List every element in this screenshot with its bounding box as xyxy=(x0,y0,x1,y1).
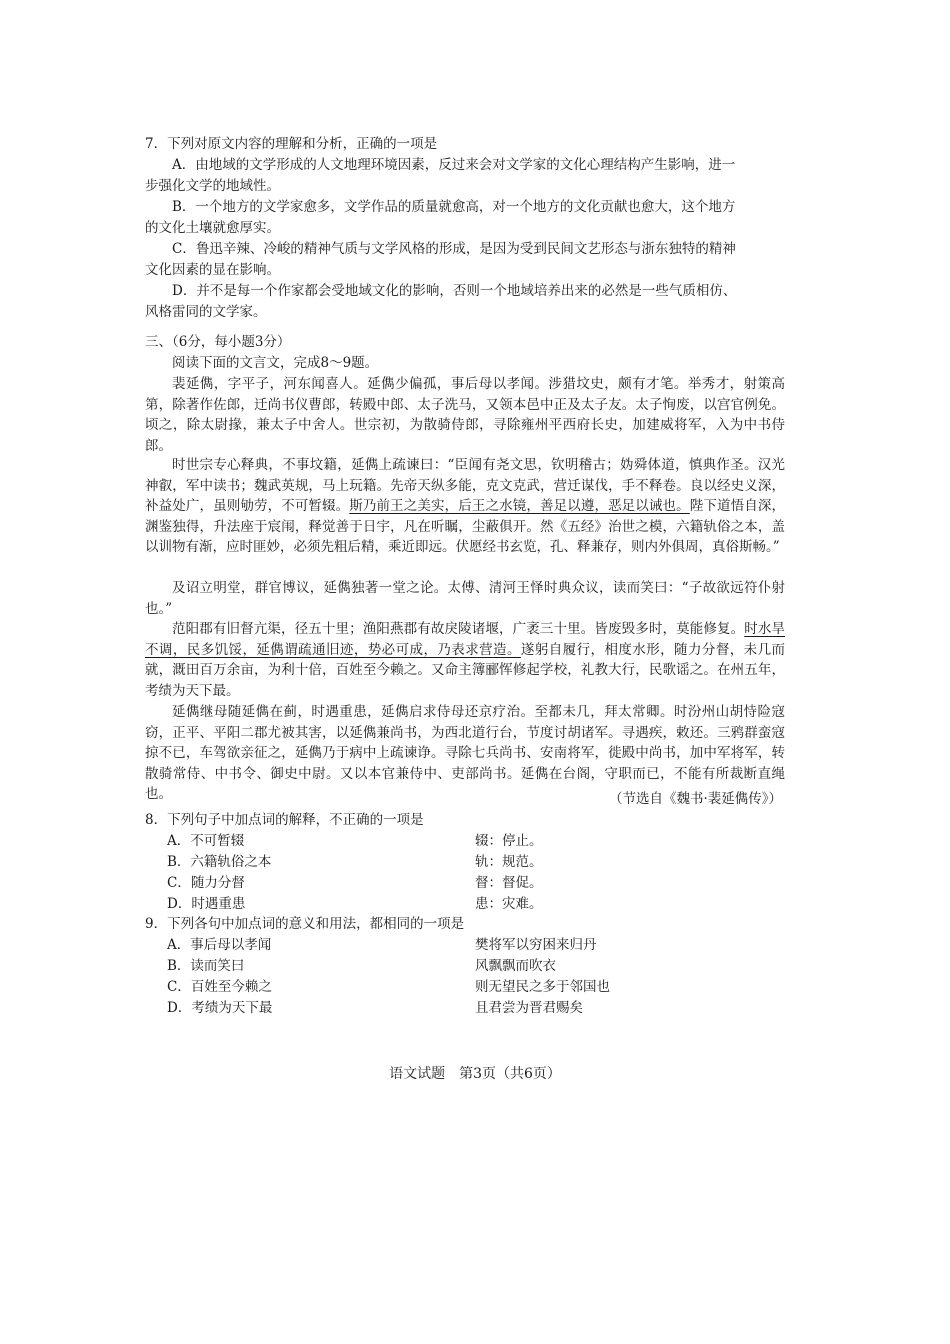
q7-option-b-line1: B．一个地方的文学家愈多，文学作品的质量就愈高，对一个地方的文化贡献也愈大，这个地方 xyxy=(172,199,736,215)
passage-paragraph-1: 裴延儁，字平子，河东闻喜人。延儁少偏孤，事后母以孝闻。涉猎坟史，颇有才笔。举秀才，射策高第，除著作佐郎，迁尚书仪曹郎，转殿中郎、太子洗马，又领本邑中正及太子友。太子恂废，以宫官例免。顷之，除太尉掾，兼太子中舍人。世宗初，为散骑侍郎，寻除雍州平西府长史，加建威将军，入为中书侍郎。 xyxy=(145,376,785,454)
q9-option-d: D．考绩为天下最 xyxy=(167,1000,273,1016)
passage-p4-text-a: 范阳郡有旧督亢渠，径五十里；渔阳燕郡有故戾陵诸堰，广袤三十里。皆废毁多时，莫能修复。 xyxy=(172,621,745,637)
passage-p4-text-b: 遂躬自履行，相度水形，随力分督，未几而就，溉田百万余亩，为利十倍，百姓至今赖之。又命主簿郦恽修起学校，礼教大行，民歌谣之。在州五年，考绩为天下最。 xyxy=(145,641,786,699)
passage-source: （节选自《魏书·裴延儁传》） xyxy=(608,791,782,807)
q7-option-a-line2: 步强化文学的地域性。 xyxy=(145,178,280,194)
q7-option-d-line2: 风格雷同的文学家。 xyxy=(145,304,267,320)
passage-p2-text-b: 陛下道悟自深，渊鉴独得，升法座于宸闱，释觉善于日宇，凡在听瞩，尘蔽俱开。然《五经》治世之模，六籍轨俗之本，盖以训物有渐，应时匪妙，必须先粗后精，乘近即远。伏愿经书玄览，孔、释兼存，则内外俱周，真俗斯畅。” xyxy=(145,498,786,555)
q8-option-b-explanation: 轨：规范。 xyxy=(475,854,543,870)
q9-option-c-compare: 则无望民之多于邻国也 xyxy=(475,979,610,995)
q8-stem: 8．下列句子中加点词的解释，不正确的一项是 xyxy=(145,812,424,828)
q8-option-a: A．不可暂辍 xyxy=(167,833,245,849)
q8-option-c: C．随力分督 xyxy=(167,875,245,891)
q7-option-a-line1: A．由地域的文学形成的人文地理环境因素，反过来会对文学家的文化心理结构产生影响，进一 xyxy=(172,157,736,173)
q8-option-d: D．时遇重患 xyxy=(167,896,246,912)
q7-option-b-line2: 的文化土壤就愈厚实。 xyxy=(145,220,280,236)
passage-p2-underlined: 斯乃前王之美实，后王之水镜，善足以遵，恶足以诫也。 xyxy=(349,498,690,514)
q9-option-b: B．读而笑曰 xyxy=(167,958,245,974)
section-instruction: 阅读下面的文言文，完成8～9题。 xyxy=(172,355,379,371)
q8-option-b: B．六籍轨俗之本 xyxy=(167,854,272,870)
q7-option-c-line2: 文化因素的显在影响。 xyxy=(145,262,280,278)
q9-option-a-compare: 樊将军以穷困来归丹 xyxy=(475,937,597,953)
q9-option-c: C．百姓至今赖之 xyxy=(167,979,272,995)
passage-paragraph-5: 延儁继母随延儁在蓟，时遇重患，延儁启求侍母还京疗治。至都未几，拜太常卿。时汾州山胡恃险寇窃，正平、平阳二郡尤被其害，以延儁兼尚书，为西北道行台，节度讨胡诸军。寻遇疾，敕还。三鸦群蛮寇掠不已，车驾欲亲征之，延儁乃于病中上疏谏诤。寻除七兵尚书、安南将军，徙殿中尚书，加中军将军，转散骑常侍、中书令、御史中尉。又以本官兼侍中、吏部尚书。延儁在台阁，守职而已，不能有所裁断直绳也。 xyxy=(145,704,785,802)
q7-stem: 7．下列对原文内容的理解和分析，正确的一项是 xyxy=(145,136,438,152)
passage-p4-underlined: 时水旱不调，民多饥馁，延儁谓疏通旧迹，势必可成，乃表求营造。 xyxy=(145,621,785,658)
q9-option-a: A．事后母以孝闻 xyxy=(167,937,272,953)
q8-option-d-explanation: 患：灾难。 xyxy=(475,896,543,912)
q9-option-d-compare: 且君尝为晋君赐矣 xyxy=(475,1000,583,1016)
q8-option-a-explanation: 辍：停止。 xyxy=(475,833,543,849)
q9-option-b-compare: 风飘飘而吹衣 xyxy=(475,958,556,974)
q8-option-c-explanation: 督：督促。 xyxy=(475,875,543,891)
q7-option-c-line1: C．鲁迅辛辣、冷峻的精神气质与文学风格的形成，是因为受到民间文艺形态与浙东独特的精神 xyxy=(172,241,736,257)
section-header: 三、（6分，每小题3分） xyxy=(145,334,291,350)
passage-paragraph-4 xyxy=(145,619,785,701)
q9-stem: 9．下列各句中加点词的意义和用法，都相同的一项是 xyxy=(145,916,465,932)
passage-paragraph-2 xyxy=(145,455,785,558)
passage-paragraph-3: 及诏立明堂，群官博议，延儁独著一堂之论。太傅、清河王怿时典众议，读而笑曰：“子故欲远符仆射也。” xyxy=(145,580,785,617)
passage-p2-text-a: 时世宗专心释典，不事坟籍，延儁上疏谏曰：“臣闻有尧文思，钦明稽古；妫舜体道，慎典作圣。汉光神叡，军中读书；魏武英规，马上玩籍。先帝天纵多能，克文克武，营迁谋伐，手不释卷。良以经史义深，补益处广，虽则劬劳，不可暂辍。 xyxy=(145,457,785,514)
q7-option-d-line1: D．并不是每一个作家都会受地域文化的影响，否则一个地域培养出来的必然是一些气质相仿、 xyxy=(172,283,737,299)
page-footer: 语文试题 第3页（共6页） xyxy=(389,1066,561,1082)
